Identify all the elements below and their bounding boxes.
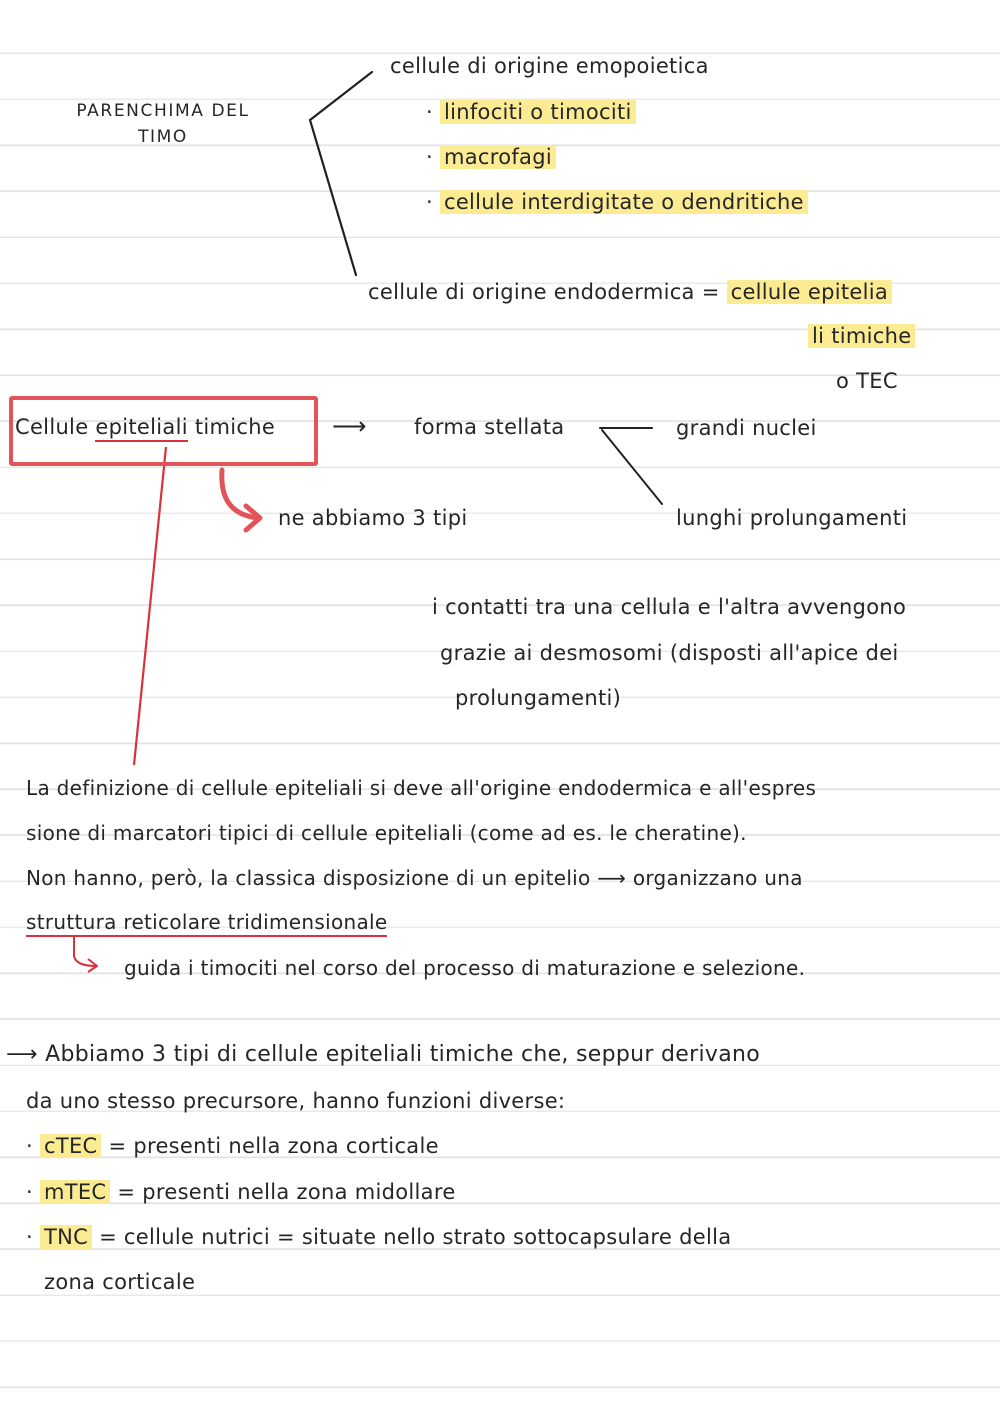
list-item [426, 98, 636, 126]
shape-text: forma stellata [414, 415, 565, 439]
type-item-ctec [26, 1132, 439, 1160]
definition-line-2: sione di marcatori tipici di cellule epiteliali (come ad es. le cheratine). [26, 821, 747, 845]
branch-feature-lines [600, 428, 662, 504]
contacts-line-1: i contatti tra una cellula e l'altra avvengono [432, 595, 907, 619]
feature-nuclei: grandi nuclei [676, 416, 817, 440]
arrow-icon: ⟶ [6, 1042, 38, 1067]
highlight-dendritiche: cellule interdigitate o dendritiche [440, 190, 808, 214]
highlight-li-timiche: li timiche [808, 324, 915, 348]
red-guide-arrow [74, 935, 96, 966]
definition-underlined [26, 908, 387, 936]
branch-bracket [310, 72, 372, 275]
type-item-tnc [26, 1223, 731, 1251]
highlight-mtec: mTEC [40, 1180, 110, 1204]
highlight-macrofagi: macrofagi [440, 145, 556, 169]
list-item [426, 143, 556, 171]
label-pre: Cellule [15, 415, 96, 439]
red-connector-line [134, 447, 166, 765]
endodermal-line [368, 278, 892, 306]
type-desc: = cellule nutrici = situate nello strato sottocapsulare della [99, 1225, 732, 1249]
contacts-line-3: prolungamenti) [455, 686, 622, 710]
type-desc: = presenti nella zona corticale [108, 1134, 439, 1158]
endodermal-line-2 [808, 322, 915, 350]
highlight-tnc: TNC [40, 1225, 92, 1249]
hematopoietic-heading: cellule di origine emopoietica [390, 54, 709, 78]
tnc-continuation: zona corticale [44, 1270, 196, 1294]
highlight-linfociti: linfociti o timociti [440, 100, 636, 124]
bullet: · [26, 1180, 33, 1204]
definition-line-3: Non hanno, però, la classica disposizione di un epitelio ⟶ organizzano una [26, 866, 803, 890]
three-types-note: ne abbiamo 3 tipi [278, 506, 468, 530]
label-underlined: epiteliali [95, 415, 187, 442]
list-item [426, 188, 808, 216]
bullet: · [426, 190, 433, 214]
bullet: · [426, 100, 433, 124]
bullet: · [26, 1134, 33, 1158]
definition-line-1: La definizione di cellule epiteliali si deve all'origine endodermica e all'espres [26, 776, 817, 800]
type-desc: = presenti nella zona midollare [117, 1180, 456, 1204]
boxed-label [15, 413, 275, 441]
highlight-cellule-epitelia: cellule epitelia [727, 280, 892, 304]
red-underline-text: struttura reticolare tridimensionale [26, 910, 387, 937]
highlight-ctec: cTEC [40, 1134, 102, 1158]
page-title [38, 98, 288, 150]
title-line-1: PARENCHIMA DEL [76, 101, 250, 121]
types-intro-line-1: Abbiamo 3 tipi di cellule epiteliali timiche che, seppur derivano [45, 1042, 760, 1067]
type-item-mtec [26, 1178, 456, 1206]
endodermal-text: cellule di origine endodermica = [368, 280, 720, 304]
title-line-2: TIMO [138, 127, 188, 147]
bullet: · [26, 1225, 33, 1249]
types-intro-line-2: da uno stesso precursore, hanno funzioni diverse: [26, 1089, 566, 1113]
feature-prolungamenti: lunghi prolungamenti [676, 506, 908, 530]
label-post: timiche [187, 415, 276, 439]
tec-abbrev: o TEC [836, 369, 898, 393]
types-intro [6, 1041, 760, 1069]
contacts-line-2: grazie ai desmosomi (disposti all'apice dei [440, 641, 899, 665]
bullet: · [426, 145, 433, 169]
right-arrow-icon: ⟶ [332, 412, 367, 440]
guide-line: guida i timociti nel corso del processo di maturazione e selezione. [124, 956, 806, 980]
